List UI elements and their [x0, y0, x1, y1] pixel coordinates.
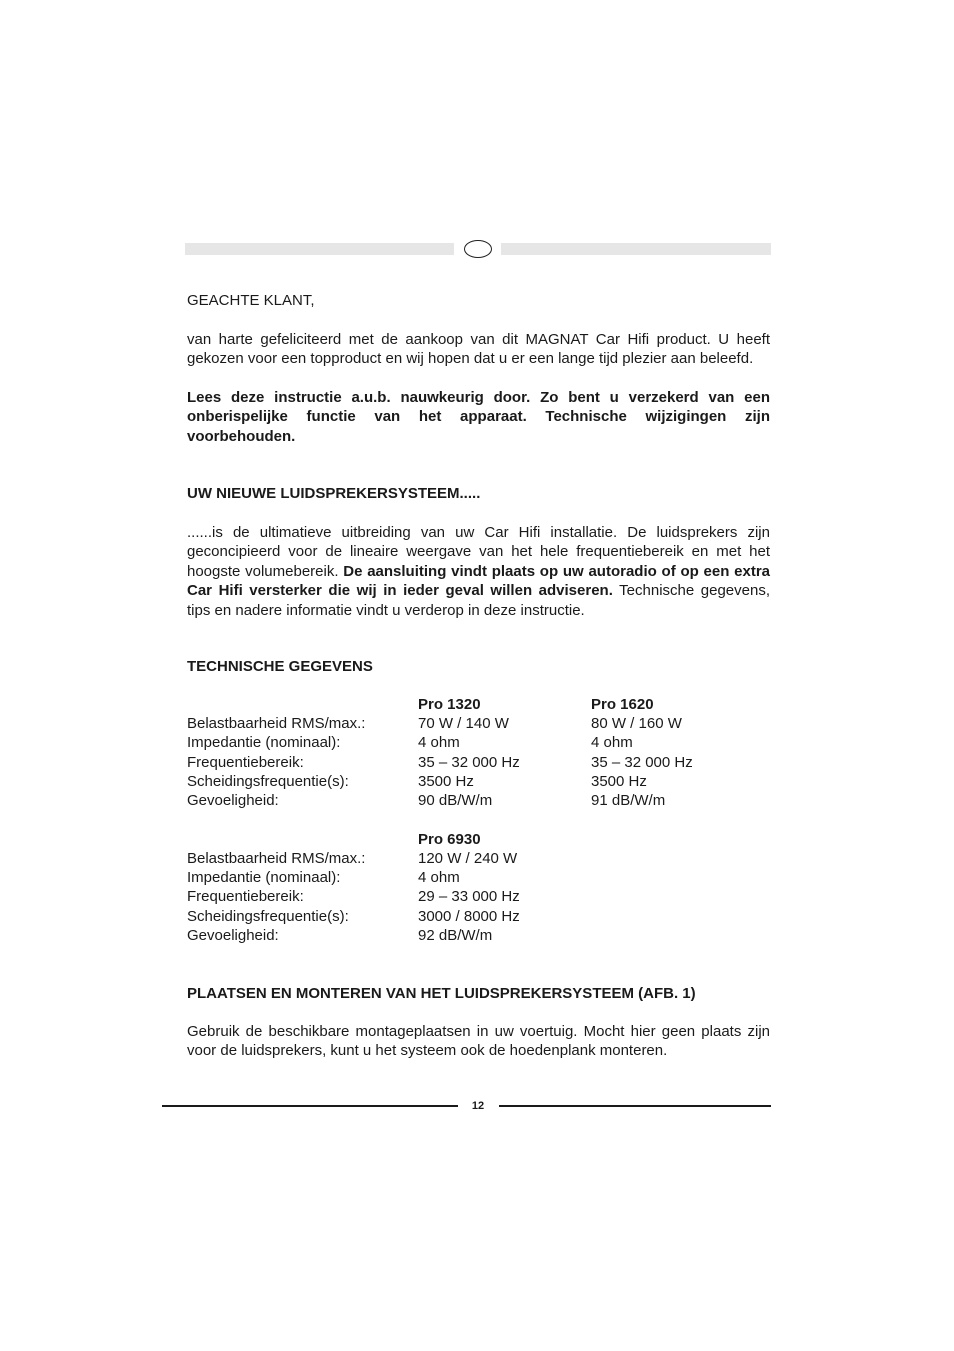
spec-label: Frequentiebereik:: [187, 754, 304, 771]
system-text-bold: De aansluiting vindt plaats op uw autoradio of op een extra Car Hifi versterker die wij in ieder geval willen adviseren.: [187, 562, 770, 600]
notice-paragraph: Lees deze instructie a.u.b. nauwkeurig door. Zo bent u verzekerd van een onberispelijke functie van het apparaat. Technische wijzigingen zijn voorbehouden.: [187, 389, 770, 445]
footer-rule-right: [499, 1105, 771, 1107]
spec-value: 92 dB/W/m: [418, 927, 493, 944]
intro-paragraph: van harte gefeliciteerd met de aankoop van dit MAGNAT Car Hifi product. U heeft gekozen voor een topproduct en wij hopen dat u er een lange tijd plezier aan beleefd.: [187, 331, 770, 368]
spec-value: 3500 Hz: [418, 773, 474, 790]
spec-label: Impedantie (nominaal):: [187, 734, 341, 751]
spec-label: Gevoeligheid:: [187, 927, 279, 944]
spec-value: 35 – 32 000 Hz: [418, 754, 520, 771]
spec-label: Gevoeligheid:: [187, 792, 279, 809]
spec-value: 120 W / 240 W: [418, 850, 518, 867]
spec-value: 4 ohm: [418, 734, 460, 751]
spec-value: 70 W / 140 W: [418, 715, 509, 732]
spec-label: Frequentiebereik:: [187, 888, 304, 905]
spec-value: 4 ohm: [418, 869, 460, 886]
model-name: Pro 1620: [591, 696, 654, 713]
model-name: Pro 6930: [418, 831, 481, 848]
spec-label: Belastbaarheid RMS/max.:: [187, 850, 366, 867]
system-paragraph: [187, 523, 770, 620]
spec-value: 80 W / 160 W: [591, 715, 682, 732]
section-heading-mounting: PLAATSEN EN MONTEREN VAN HET LUIDSPREKERSYSTEEM (AFB. 1): [187, 985, 696, 1002]
spec-label: Belastbaarheid RMS/max.:: [187, 715, 366, 732]
mounting-paragraph: Gebruik de beschikbare montageplaatsen in uw voertuig. Mocht hier geen plaats zijn voor de luidsprekers, kunt u het systeem ook de hoedenplank monteren.: [187, 1023, 770, 1060]
section-heading-specs: TECHNISCHE GEGEVENS: [187, 658, 373, 675]
header-bar-left: [185, 243, 454, 255]
system-text-b: Technische gegevens, tips en nadere informatie vindt u verderop in deze instructie.: [187, 582, 770, 619]
greeting: GEACHTE KLANT,: [187, 292, 315, 309]
header-bar-right: [501, 243, 771, 255]
spec-value: 3500 Hz: [591, 773, 647, 790]
spec-value: 90 dB/W/m: [418, 792, 493, 809]
spec-value: 29 – 33 000 Hz: [418, 888, 520, 905]
footer-rule-left: [162, 1105, 458, 1107]
spec-label: Scheidingsfrequentie(s):: [187, 908, 349, 925]
spec-label: Scheidingsfrequentie(s):: [187, 773, 349, 790]
spec-value: 4 ohm: [591, 734, 633, 751]
language-badge-icon: [464, 240, 492, 258]
spec-label: Impedantie (nominaal):: [187, 869, 341, 886]
spec-value: 91 dB/W/m: [591, 792, 666, 809]
system-text-a: ......is de ultimatieve uitbreiding van uw Car Hifi installatie. De luidsprekers zijn geconcipieerd voor de lineaire weergave van het hele frequentiebereik en met het hoogste volumebereik.: [187, 524, 770, 580]
spec-value: 35 – 32 000 Hz: [591, 754, 693, 771]
page-number: 12: [471, 1100, 485, 1112]
spec-value: 3000 / 8000 Hz: [418, 908, 520, 925]
model-name: Pro 1320: [418, 696, 481, 713]
section-heading-system: UW NIEUWE LUIDSPREKERSYSTEEM.....: [187, 485, 481, 502]
